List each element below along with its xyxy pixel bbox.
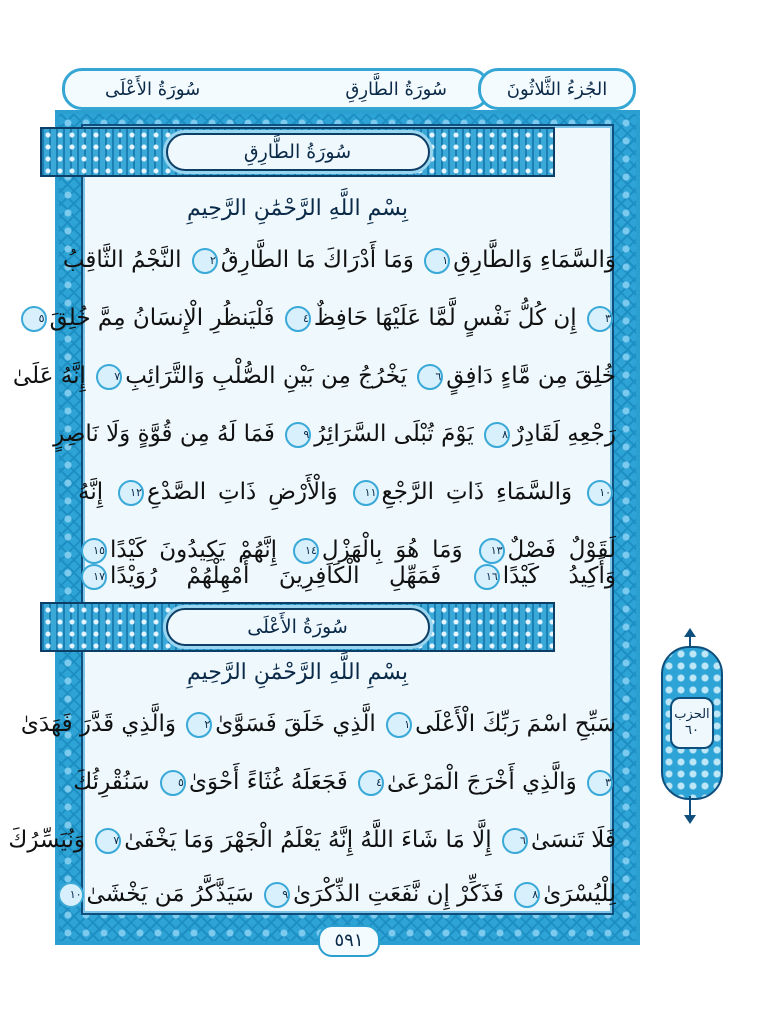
hizb-label: الحزب	[674, 707, 710, 722]
ayah-marker: ١	[386, 712, 412, 738]
ayah-marker: ٥	[21, 306, 47, 332]
ayah-marker: ٢	[186, 712, 212, 738]
hizb-label-box	[670, 697, 714, 749]
header-surah-bar	[62, 68, 490, 110]
hizb-marker	[661, 646, 723, 800]
header-juz	[478, 68, 636, 110]
ayah-marker: ٩	[264, 882, 290, 908]
arrow-down-icon	[684, 815, 696, 824]
verse-line: وَأَكِيدُ كَيْدًا١٦ فَمَهِّلِ الْكَافِرِينَ أَمْهِلْهُمْ رُوَيْدًا١٧	[78, 548, 616, 604]
basmala: بِسْمِ اللَّهِ الرَّحْمَٰنِ الرَّحِيمِ	[186, 660, 409, 685]
ayah-marker: ٣	[587, 306, 613, 332]
verse-line: سَبِّحِ اسْمَ رَبِّكَ الْأَعْلَى١ الَّذِي خَلَقَ فَسَوَّىٰ٢ وَالَّذِي قَدَّرَ فَهَدَىٰ	[20, 711, 616, 737]
verse-line: رَجْعِهِ لَقَادِرٌ٨ يَوْمَ تُبْلَى السَّرَائِرُ٩ فَمَا لَهُ مِن قُوَّةٍ وَلَا نَاصِرٍ	[53, 421, 616, 447]
ayah-marker: ٦	[417, 364, 443, 390]
header-juz-label: الجُزءُ الثَّلاثُونَ	[506, 78, 608, 100]
surah-banner-tariq	[40, 127, 555, 177]
hizb-stem-bottom	[689, 796, 691, 816]
hizb-stem-top	[689, 636, 691, 646]
ayah-marker: ٢	[192, 248, 218, 274]
verse-line: ٣ إِن كُلُّ نَفْسٍ لَّمَّا عَلَيْهَا حَافِظٌ٤ فَلْيَنظُرِ الْإِنسَانُ مِمَّ خُلِقَ٥	[78, 290, 616, 346]
ayah-marker: ١٠	[587, 480, 613, 506]
ayah-marker: ١١	[353, 480, 379, 506]
ayah-marker: ١٦	[474, 564, 500, 590]
ayah-marker: ٤	[285, 306, 311, 332]
surah-title-tariq: سُورَةُ الطَّارِقِ	[166, 133, 430, 171]
surah-title-ala: سُورَةُ الأَعْلَى	[166, 608, 430, 646]
ayah-marker: ١٢	[118, 480, 144, 506]
ayah-marker: ٧	[95, 828, 121, 854]
page-number: ٥٩١	[318, 925, 380, 957]
ayah-marker: ١٧	[81, 564, 107, 590]
basmala: بِسْمِ اللَّهِ الرَّحْمَٰنِ الرَّحِيمِ	[186, 196, 409, 221]
ayah-marker: ١٥	[81, 538, 107, 564]
ayah-marker: ١٠	[58, 882, 84, 908]
hizb-number: ٦٠	[685, 723, 699, 738]
verse-line: ٣ وَالَّذِي أَخْرَجَ الْمَرْعَىٰ٤ فَجَعَلَهُ غُثَاءً أَحْوَىٰ٥ سَنُقْرِئُكَ	[73, 769, 611, 795]
verse-line: خُلِقَ مِن مَّاءٍ دَافِقٍ٦ يَخْرُجُ مِن بَيْنِ الصُّلْبِ وَالتَّرَائِبِ٧ إِنَّهُ عَلَىٰ	[12, 363, 616, 389]
ayah-marker: ١٤	[293, 538, 319, 564]
verse-line: لَقَوْلٌ فَصْلٌ١٣ وَمَا هُوَ بِالْهَزْلِ١٤ إِنَّهُمْ يَكِيدُونَ كَيْدًا١٥	[78, 522, 616, 578]
ayah-marker: ٤	[358, 770, 384, 796]
ayah-marker: ٨	[514, 882, 540, 908]
ayah-marker: ٥	[160, 770, 186, 796]
arrow-up-icon	[684, 628, 696, 637]
verse-line: لِلْيُسْرَىٰ٨ فَذَكِّرْ إِن نَّفَعَتِ الذِّكْرَىٰ٩ سَيَذَّكَّرُ مَن يَخْشَىٰ١٠	[78, 866, 616, 922]
ayah-marker: ١	[424, 248, 450, 274]
ayah-marker: ٣	[587, 770, 613, 796]
header-surah-left: سُورَةُ الأَعْلَى	[105, 78, 201, 100]
header-surah-right: سُورَةُ الطَّارِقِ	[345, 78, 447, 100]
verse-line: فَلَا تَنسَىٰ٦ إِلَّا مَا شَاءَ اللَّهُ إِنَّهُ يَعْلَمُ الْجَهْرَ وَمَا يَخْفَىٰ٧ وَنُيَسِّرُكَ	[8, 827, 616, 853]
verse-line: ١٠ وَالسَّمَاءِ ذَاتِ الرَّجْعِ١١ وَالْأَرْضِ ذَاتِ الصَّدْعِ١٢ إِنَّهُ	[78, 479, 612, 505]
ayah-marker: ٦	[502, 828, 528, 854]
ayah-marker: ١٣	[479, 538, 505, 564]
ayah-marker: ٨	[484, 422, 510, 448]
verse-line: وَالسَّمَاءِ وَالطَّارِقِ١ وَمَا أَدْرَاكَ مَا الطَّارِقُ٢ النَّجْمُ الثَّاقِبُ	[62, 247, 616, 273]
surah-banner-ala	[40, 602, 555, 652]
ayah-marker: ٧	[96, 364, 122, 390]
ayah-marker: ٩	[285, 422, 311, 448]
